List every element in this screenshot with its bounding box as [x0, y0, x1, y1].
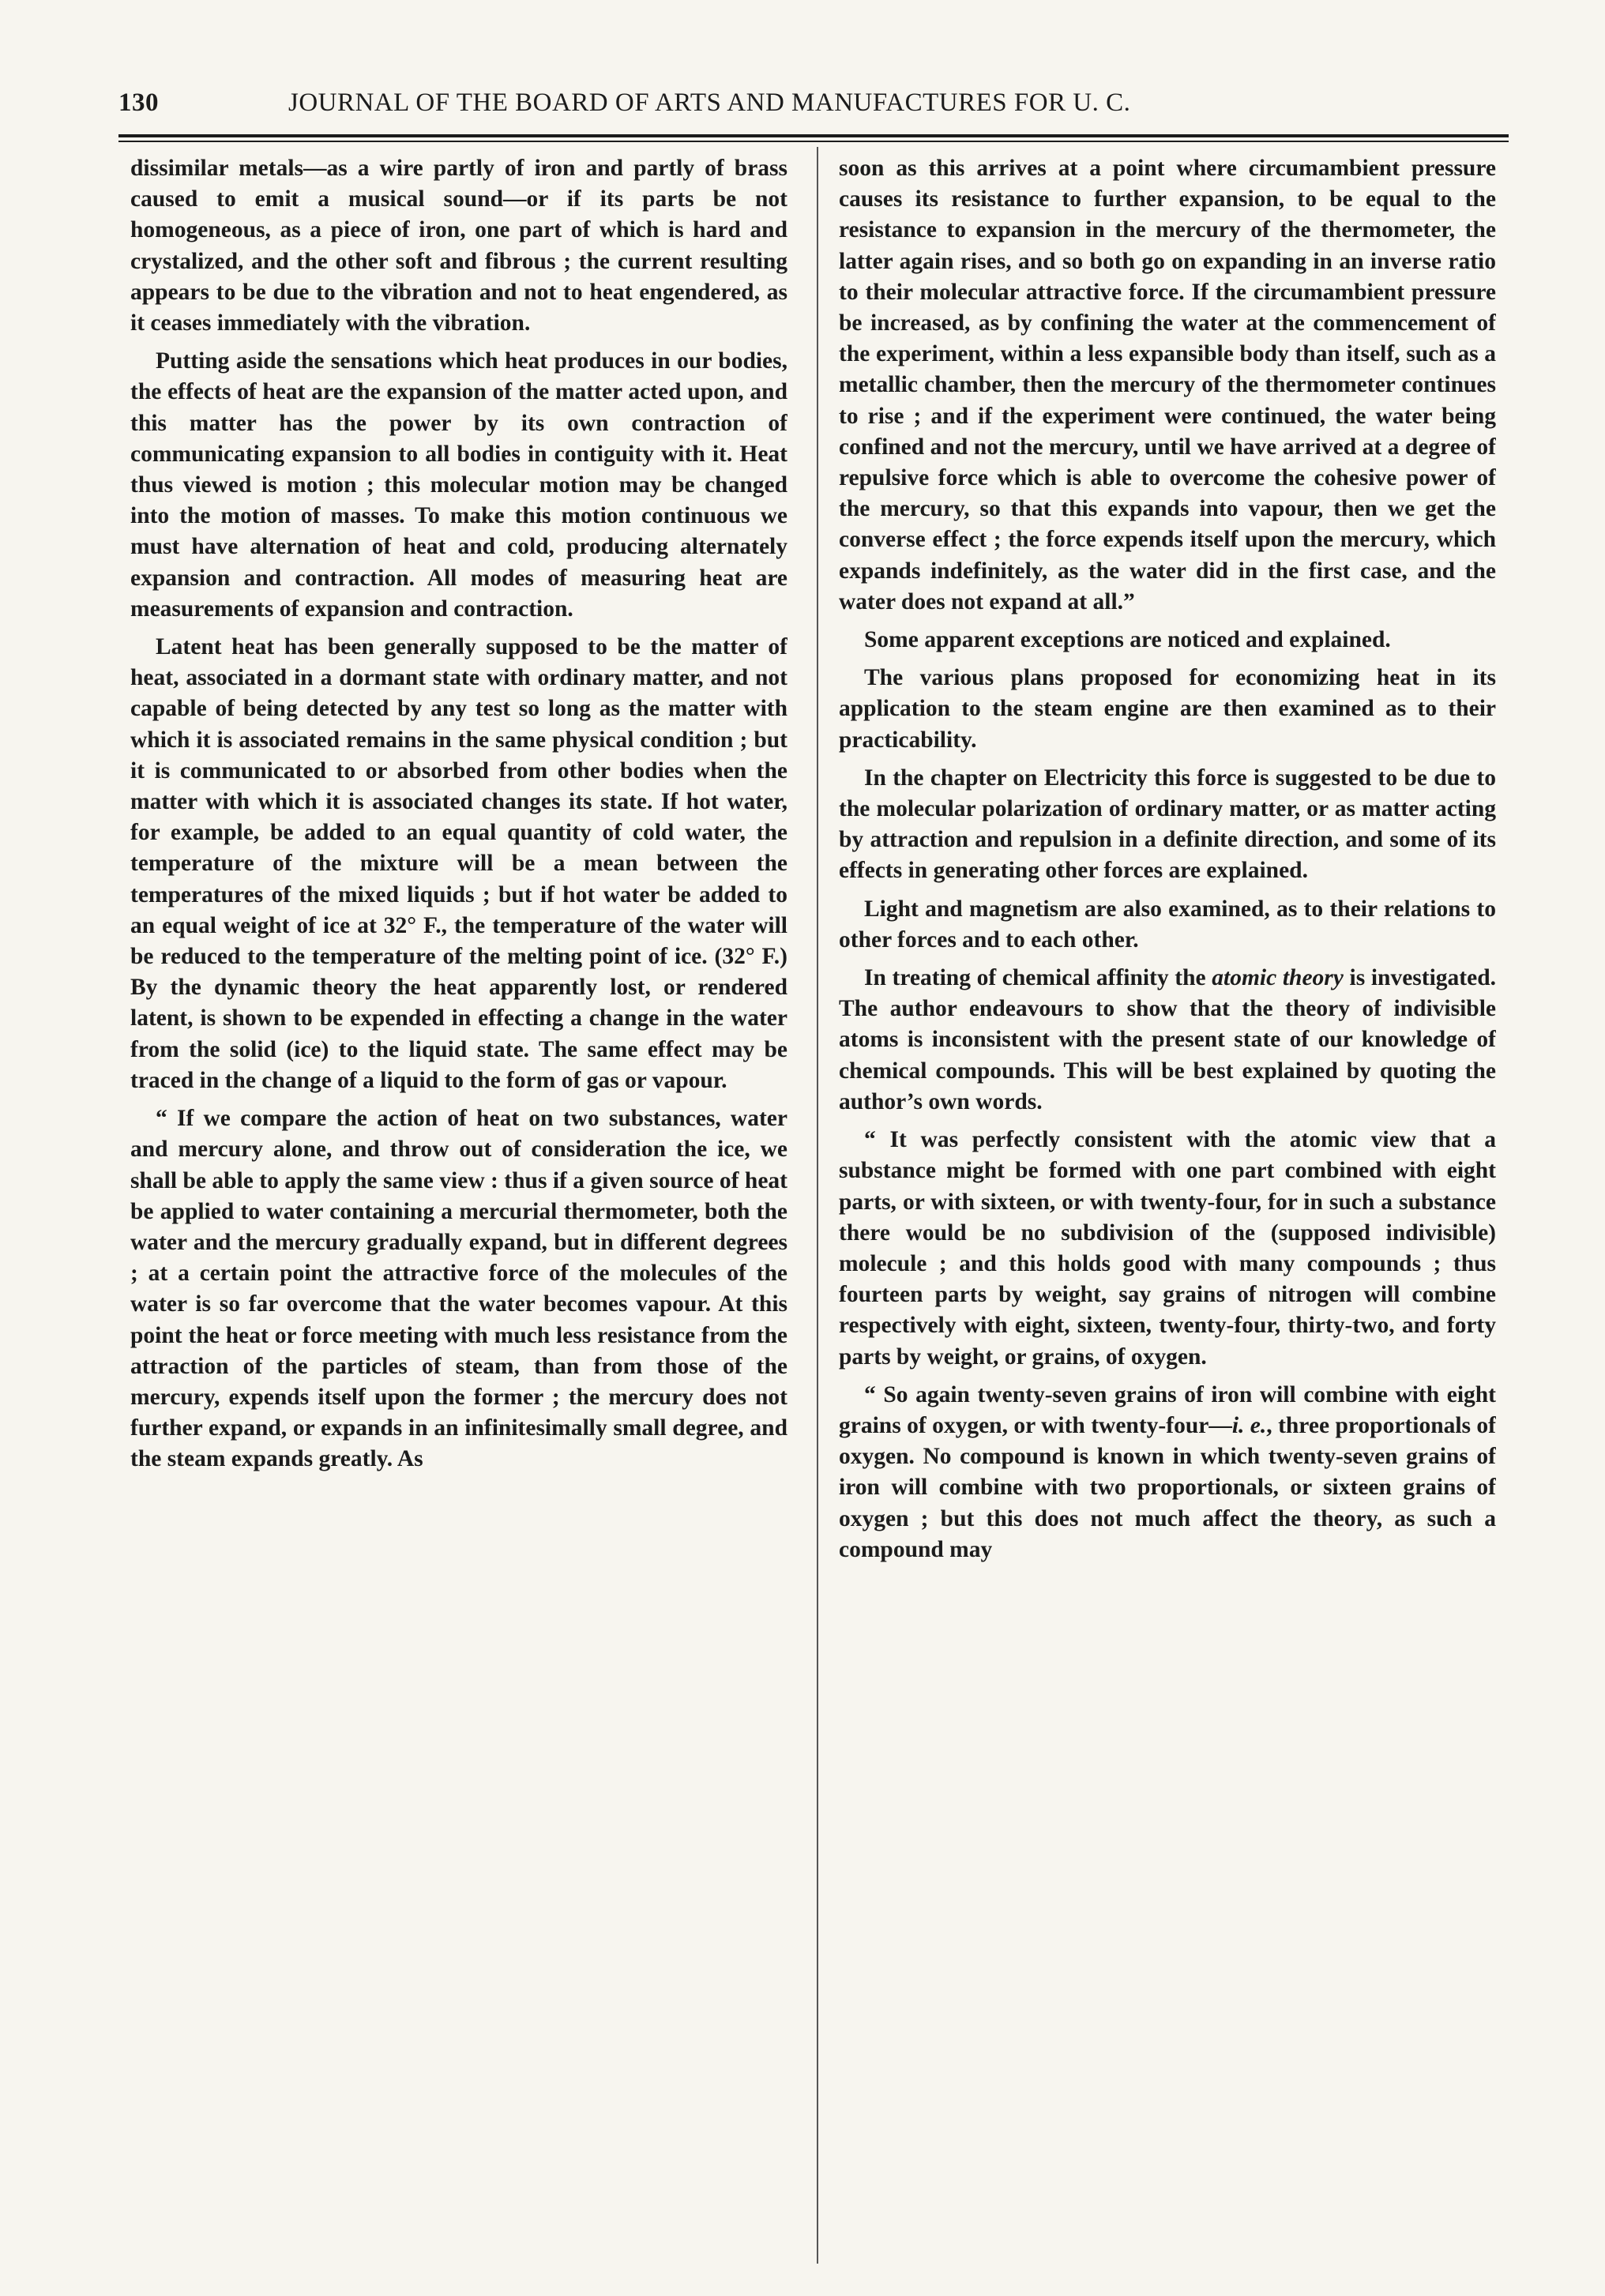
right-column [839, 153, 1496, 2270]
page-number: 130 [118, 88, 159, 117]
p8-text-after: , three proportionals of oxygen. No compound is known in which twenty-seven grains of iron will combine with two proportionals, or sixteen grains of oxygen ; but this does not much affect the theory, as such a compound may [839, 1412, 1496, 1562]
column-divider [817, 147, 818, 2264]
running-title: JOURNAL OF THE BOARD OF ARTS AND MANUFACTURES FOR U. C. [288, 88, 1131, 117]
p6-text-after: is investigated. The author endeavours to show that the theory of indivisible atoms is inconsistent with the present state of our knowledge of chemical compounds. This will be best explained by quoting the author’s own words. [839, 965, 1496, 1114]
header-rule-thick [118, 134, 1509, 137]
p6-text-before: In treating of chemical affinity the [864, 965, 1212, 991]
right-paragraph-7-quote: “ It was perfectly consistent with the atomic view that a substance might be formed with one part combined with eight parts, or with sixteen, or with twenty-four, for in such a substance there would be no subdivision of the (supposed indivisible) molecule ; and this holds good with many compounds ; thus fourteen parts by weight, say grains of nitrogen will combine respectively with eight, sixteen, twenty-four, thirty-two, and forty parts by weight, or grains, of oxygen. [839, 1127, 1496, 1370]
p8-text-before: “ So again twenty-seven grains of iron will combine with eight grains of oxygen, or with twenty-four— [839, 1381, 1496, 1438]
right-paragraph-8-quote [839, 1380, 1496, 1565]
atomic-theory-italic: atomic theory [1212, 965, 1344, 991]
left-paragraph-2: Putting aside the sensations which heat produces in our bodies, the effects of heat are the expansion of the matter acted upon, and this matter has the power by its own contraction of communicating expansion to all bodies in contiguity with it. Heat thus viewed is motion ; this molecular motion may be changed into the motion of masses. To make this motion continuous we must have alternation of heat and cold, producing alternately expansion and contraction. All modes of measuring heat are measurements of expansion and contraction. [130, 348, 787, 622]
left-column [130, 153, 787, 2270]
left-paragraph-1: dissimilar metals—as a wire partly of iron and partly of brass caused to emit a musical sound—or if its parts be not homogeneous, as a piece of iron, one part of which is hard and crystalized, and the other soft and fibrous ; the current resulting appears to be due to the vibration and not to heat engendered, as it ceases immediately with the vibration. [130, 156, 787, 336]
left-paragraph-3: Latent heat has been generally supposed to be the matter of heat, associated in a dormant state with ordinary matter, and not capable of being detected by any test so long as the matter with which it is associated remains in the same physical condition ; but it is communicated to or absorbed from other bodies when the matter with which it is associated changes its state. If hot water, for example, be added to an equal quantity of cold water, the temperature of the mixture will be a mean between the temperatures of the mixed liquids ; but if hot water be added to an equal weight of ice at 32° F., the temperature of the water will be reduced to the temperature of the melting point of ice. (32° F.) By the dynamic theory the heat apparently lost, or rendered latent, is shown to be expended in effecting a change in the water from the solid (ice) to the liquid state. The same effect may be traced in the change of a liquid to the form of gas or vapour. [130, 634, 787, 1093]
header-rule-thin [118, 141, 1509, 142]
right-paragraph-2: Some apparent exceptions are noticed and explained. [864, 627, 1391, 653]
right-paragraph-1: soon as this arrives at a point where circumambient pressure causes its resistance to further expansion, to be equal to the resistance to expansion in the mercury of the thermometer, the latter again rises, and so both go on expanding in an inverse ratio to their molecular attractive force. If the circumambient pressure be increased, as by confining the water at the commencement of the experiment, within a less expansible body than itself, such as a metallic chamber, then the mercury of the thermometer continues to rise ; and if the experiment were continued, the water being confined and not the mercury, until we have arrived at a degree of repulsive force which is able to overcome the cohesive power of the mercury, so that this expands into vapour, then we get the converse effect ; the force expends itself upon the mercury, which expands indefinitely, as the water did in the first case, and the water does not expand at all.” [839, 156, 1496, 614]
left-paragraph-4-quote: “ If we compare the action of heat on two substances, water and mercury alone, and throw out of consideration the ice, we shall be able to apply the same view : thus if a given source of heat be applied to water containing a mercurial thermometer, both the water and the mercury gradually expand, but in different degrees ; at a certain point the attractive force of the molecules of the water is so far overcome that the water becomes vapour. At this point the heat or force meeting with much less resistance from the attraction of the particles of steam, than from those of the mercury, expends itself upon the former ; the mercury does not further expand, or expands in an infinitesimally small degree, and the steam expands greatly. As [130, 1106, 787, 1472]
right-paragraph-6 [839, 963, 1496, 1118]
right-paragraph-3: The various plans proposed for economizing heat in its application to the steam engine are then examined as to their practicability. [839, 665, 1496, 753]
right-paragraph-4: In the chapter on Electricity this force is suggested to be due to the molecular polarization of ordinary matter, or as matter acting by attraction and repulsion in a definite direction, and some of its effects in generating other forces are explained. [839, 765, 1496, 884]
right-paragraph-5: Light and magnetism are also examined, as to their relations to other forces and to each other. [839, 896, 1496, 953]
ie-italic: i. e. [1231, 1412, 1267, 1438]
page-header [118, 88, 1509, 126]
